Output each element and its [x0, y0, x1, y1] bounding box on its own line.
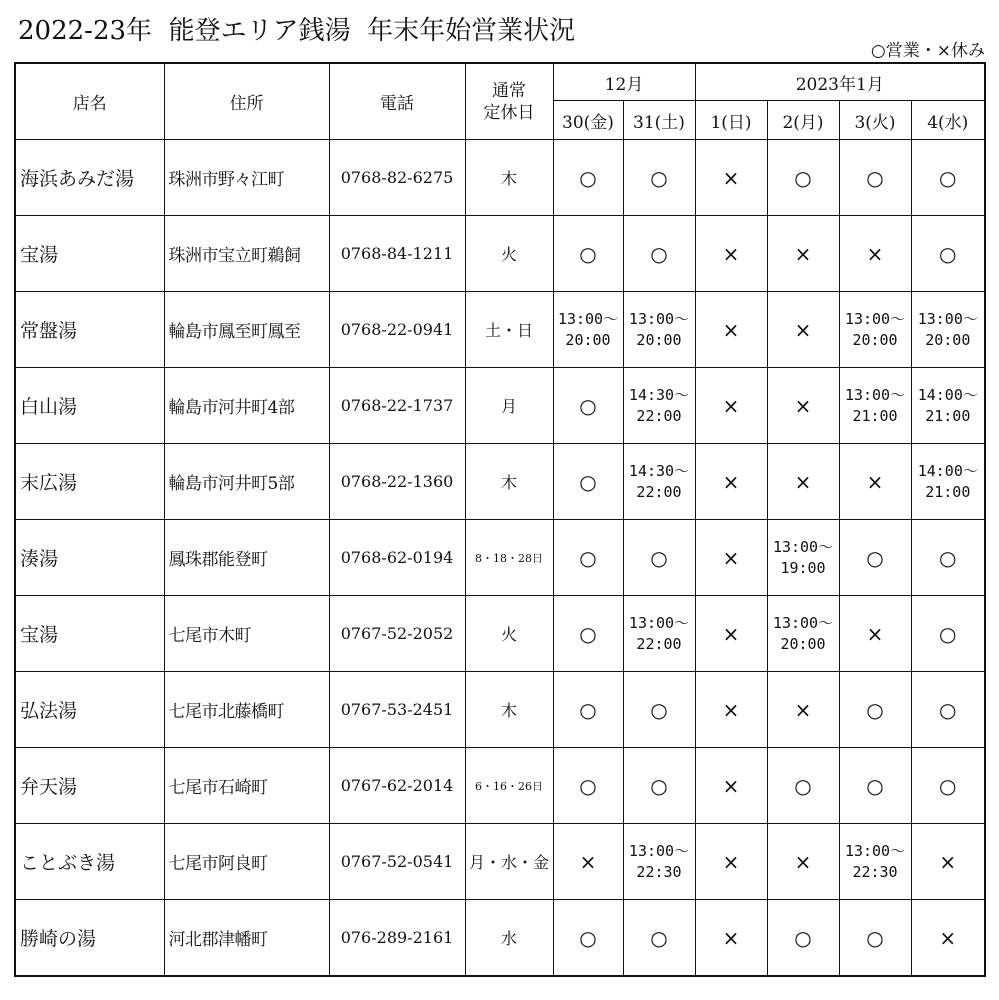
bathhouse-phone: 0767-52-2052 — [329, 596, 465, 672]
bathhouse-name: 宝湯 — [15, 596, 164, 672]
open-mark: ○ — [650, 697, 668, 722]
bathhouse-address: 鳳珠郡能登町 — [164, 520, 329, 596]
open-mark: ○ — [579, 165, 597, 190]
hours-text: 13:00～ 20:00 — [844, 309, 906, 349]
bathhouse-phone: 0768-22-0941 — [329, 292, 465, 368]
day-status-cell — [695, 672, 767, 748]
open-mark: ○ — [650, 165, 668, 190]
bathhouse-phone: 0768-22-1737 — [329, 368, 465, 444]
closed-mark: × — [722, 393, 740, 418]
header-name: 店名 — [15, 63, 164, 140]
day-status-cell — [623, 520, 695, 596]
day-status-cell — [623, 292, 695, 368]
hours-text: 13:00～ 22:30 — [628, 841, 690, 881]
day-status-cell — [839, 824, 911, 900]
day-status-cell — [695, 900, 767, 977]
day-status-cell — [767, 292, 839, 368]
day-status-cell — [839, 900, 911, 977]
regular-closed-day: 木 — [465, 444, 553, 520]
day-status-cell — [911, 444, 985, 520]
closed-mark: × — [722, 317, 740, 342]
day-status-cell — [911, 596, 985, 672]
closed-mark: × — [722, 469, 740, 494]
day-status-cell — [553, 824, 623, 900]
regular-closed-day: 6・16・26日 — [465, 748, 553, 824]
regular-closed-day: 木 — [465, 140, 553, 216]
header-day: 2(月) — [767, 101, 839, 140]
bathhouse-phone: 0767-53-2451 — [329, 672, 465, 748]
closed-mark: × — [794, 697, 812, 722]
day-status-cell — [839, 292, 911, 368]
bathhouse-name: 常盤湯 — [15, 292, 164, 368]
bathhouse-phone: 0767-62-2014 — [329, 748, 465, 824]
bathhouse-address: 七尾市石崎町 — [164, 748, 329, 824]
table-row — [15, 672, 985, 748]
hours-text: 13:00～ 19:00 — [772, 537, 834, 577]
day-status-cell — [623, 900, 695, 977]
open-mark: ○ — [650, 925, 668, 950]
open-mark: ○ — [579, 545, 597, 570]
bathhouse-name: 弁天湯 — [15, 748, 164, 824]
bathhouse-name: 海浜あみだ湯 — [15, 140, 164, 216]
day-status-cell — [839, 596, 911, 672]
hours-text: 13:00～ 20:00 — [772, 613, 834, 653]
bathhouse-phone: 076-289-2161 — [329, 900, 465, 977]
header-day: 3(火) — [839, 101, 911, 140]
table-row — [15, 900, 985, 977]
open-mark: ○ — [866, 773, 884, 798]
closed-mark: × — [579, 849, 597, 874]
table-row — [15, 292, 985, 368]
day-status-cell — [767, 596, 839, 672]
regular-closed-day: 月・水・金 — [465, 824, 553, 900]
day-status-cell — [695, 824, 767, 900]
day-status-cell — [623, 824, 695, 900]
closed-mark: × — [939, 849, 957, 874]
bathhouse-address: 輪島市河井町4部 — [164, 368, 329, 444]
open-mark: ○ — [579, 773, 597, 798]
day-status-cell — [911, 748, 985, 824]
regular-closed-day: 月 — [465, 368, 553, 444]
bathhouse-name: 勝崎の湯 — [15, 900, 164, 977]
header-day: 30(金) — [553, 101, 623, 140]
closed-mark: × — [866, 241, 884, 266]
bathhouse-name: 末広湯 — [15, 444, 164, 520]
day-status-cell — [623, 368, 695, 444]
regular-closed-day: 木 — [465, 672, 553, 748]
table-row — [15, 596, 985, 672]
closed-mark: × — [722, 621, 740, 646]
open-mark: ○ — [579, 393, 597, 418]
day-status-cell — [839, 140, 911, 216]
legend: ○営業・×休み — [870, 41, 985, 61]
bathhouse-phone: 0767-52-0541 — [329, 824, 465, 900]
open-mark: ○ — [579, 925, 597, 950]
closed-mark: × — [939, 925, 957, 950]
day-status-cell — [553, 748, 623, 824]
bathhouse-name: 白山湯 — [15, 368, 164, 444]
closed-mark: × — [794, 393, 812, 418]
header-closed-line1: 通常 — [492, 80, 526, 101]
day-status-cell — [839, 672, 911, 748]
day-status-cell — [767, 520, 839, 596]
table-body — [15, 140, 985, 977]
header-month-january: 2023年1月 — [695, 63, 985, 101]
bathhouse-phone: 0768-62-0194 — [329, 520, 465, 596]
table-row — [15, 368, 985, 444]
day-status-cell — [911, 824, 985, 900]
day-status-cell — [767, 672, 839, 748]
regular-closed-day: 土・日 — [465, 292, 553, 368]
open-mark: ○ — [650, 545, 668, 570]
open-mark: ○ — [794, 165, 812, 190]
hours-text: 13:00～ 22:00 — [628, 613, 690, 653]
day-status-cell — [695, 596, 767, 672]
hours-text: 14:00～ 21:00 — [917, 461, 978, 501]
day-status-cell — [767, 216, 839, 292]
day-status-cell — [623, 444, 695, 520]
regular-closed-day: 火 — [465, 216, 553, 292]
open-mark: ○ — [939, 545, 957, 570]
day-status-cell — [839, 444, 911, 520]
day-status-cell — [553, 444, 623, 520]
day-status-cell — [695, 520, 767, 596]
day-status-cell — [767, 444, 839, 520]
header-closed-day — [465, 63, 553, 140]
open-mark: ○ — [794, 925, 812, 950]
day-status-cell — [839, 216, 911, 292]
day-status-cell — [695, 444, 767, 520]
schedule-table — [14, 62, 986, 977]
closed-mark: × — [794, 241, 812, 266]
closed-mark: × — [866, 621, 884, 646]
bathhouse-name: 弘法湯 — [15, 672, 164, 748]
hours-text: 14:00～ 21:00 — [917, 385, 978, 425]
header-day: 31(土) — [623, 101, 695, 140]
closed-mark: × — [794, 469, 812, 494]
open-mark: ○ — [939, 241, 957, 266]
day-status-cell — [553, 596, 623, 672]
day-status-cell — [623, 672, 695, 748]
regular-closed-day: 水 — [465, 900, 553, 977]
table-row — [15, 140, 985, 216]
closed-mark: × — [722, 165, 740, 190]
open-mark: ○ — [866, 545, 884, 570]
closed-mark: × — [794, 849, 812, 874]
hours-text: 14:30～ 22:00 — [628, 461, 690, 501]
closed-mark: × — [722, 773, 740, 798]
day-status-cell — [553, 520, 623, 596]
table-row — [15, 216, 985, 292]
bathhouse-address: 珠洲市野々江町 — [164, 140, 329, 216]
bathhouse-address: 七尾市阿良町 — [164, 824, 329, 900]
open-mark: ○ — [939, 697, 957, 722]
day-status-cell — [553, 368, 623, 444]
day-status-cell — [553, 672, 623, 748]
page-title: 2022-23年 能登エリア銭湯 年末年始営業状況 — [18, 16, 576, 46]
bathhouse-phone: 0768-22-1360 — [329, 444, 465, 520]
day-status-cell — [553, 216, 623, 292]
day-status-cell — [695, 748, 767, 824]
hours-text: 13:00～ 21:00 — [844, 385, 906, 425]
hours-text: 13:00～ 20:00 — [628, 309, 690, 349]
day-status-cell — [623, 748, 695, 824]
bathhouse-name: 湊湯 — [15, 520, 164, 596]
closed-mark: × — [722, 697, 740, 722]
closed-mark: × — [722, 545, 740, 570]
day-status-cell — [623, 216, 695, 292]
day-status-cell — [911, 900, 985, 977]
open-mark: ○ — [794, 773, 812, 798]
open-mark: ○ — [939, 165, 957, 190]
table-row — [15, 444, 985, 520]
day-status-cell — [839, 368, 911, 444]
regular-closed-day: 火 — [465, 596, 553, 672]
open-mark: ○ — [579, 241, 597, 266]
bathhouse-name: 宝湯 — [15, 216, 164, 292]
header-day: 1(日) — [695, 101, 767, 140]
day-status-cell — [767, 748, 839, 824]
bathhouse-name: ことぶき湯 — [15, 824, 164, 900]
open-mark: ○ — [939, 773, 957, 798]
day-status-cell — [911, 140, 985, 216]
day-status-cell — [553, 900, 623, 977]
regular-closed-day: 8・18・28日 — [465, 520, 553, 596]
day-status-cell — [767, 900, 839, 977]
header-closed-line2: 定休日 — [483, 102, 535, 123]
bathhouse-phone: 0768-82-6275 — [329, 140, 465, 216]
day-status-cell — [767, 824, 839, 900]
bathhouse-address: 七尾市北藤橋町 — [164, 672, 329, 748]
open-mark: ○ — [650, 241, 668, 266]
closed-mark: × — [722, 925, 740, 950]
bathhouse-address: 七尾市木町 — [164, 596, 329, 672]
day-status-cell — [911, 520, 985, 596]
closed-mark: × — [794, 317, 812, 342]
day-status-cell — [695, 216, 767, 292]
open-mark: ○ — [866, 697, 884, 722]
bathhouse-address: 河北郡津幡町 — [164, 900, 329, 977]
open-mark: ○ — [579, 469, 597, 494]
closed-mark: × — [722, 241, 740, 266]
day-status-cell — [911, 216, 985, 292]
day-status-cell — [911, 292, 985, 368]
day-status-cell — [553, 292, 623, 368]
hours-text: 14:30～ 22:00 — [628, 385, 690, 425]
day-status-cell — [695, 292, 767, 368]
header-day: 4(水) — [911, 101, 985, 140]
day-status-cell — [623, 140, 695, 216]
table-row — [15, 748, 985, 824]
open-mark: ○ — [866, 165, 884, 190]
bathhouse-phone: 0768-84-1211 — [329, 216, 465, 292]
table-row — [15, 824, 985, 900]
header-address: 住所 — [164, 63, 329, 140]
header-phone: 電話 — [329, 63, 465, 140]
open-mark: ○ — [579, 621, 597, 646]
table-row — [15, 520, 985, 596]
header-month-december: 12月 — [553, 63, 695, 101]
hours-text: 13:00～ 22:30 — [844, 841, 906, 881]
open-mark: ○ — [939, 621, 957, 646]
day-status-cell — [695, 368, 767, 444]
open-mark: ○ — [650, 773, 668, 798]
day-status-cell — [839, 748, 911, 824]
day-status-cell — [695, 140, 767, 216]
hours-text: 13:00～ 20:00 — [917, 309, 978, 349]
open-mark: ○ — [579, 697, 597, 722]
bathhouse-address: 輪島市河井町5部 — [164, 444, 329, 520]
hours-text: 13:00～ 20:00 — [557, 309, 619, 349]
bathhouse-address: 輪島市鳳至町鳳至 — [164, 292, 329, 368]
bathhouse-address: 珠洲市宝立町鵜飼 — [164, 216, 329, 292]
day-status-cell — [839, 520, 911, 596]
day-status-cell — [767, 140, 839, 216]
day-status-cell — [911, 368, 985, 444]
closed-mark: × — [866, 469, 884, 494]
closed-mark: × — [722, 849, 740, 874]
day-status-cell — [767, 368, 839, 444]
day-status-cell — [911, 672, 985, 748]
day-status-cell — [623, 596, 695, 672]
open-mark: ○ — [866, 925, 884, 950]
day-status-cell — [553, 140, 623, 216]
